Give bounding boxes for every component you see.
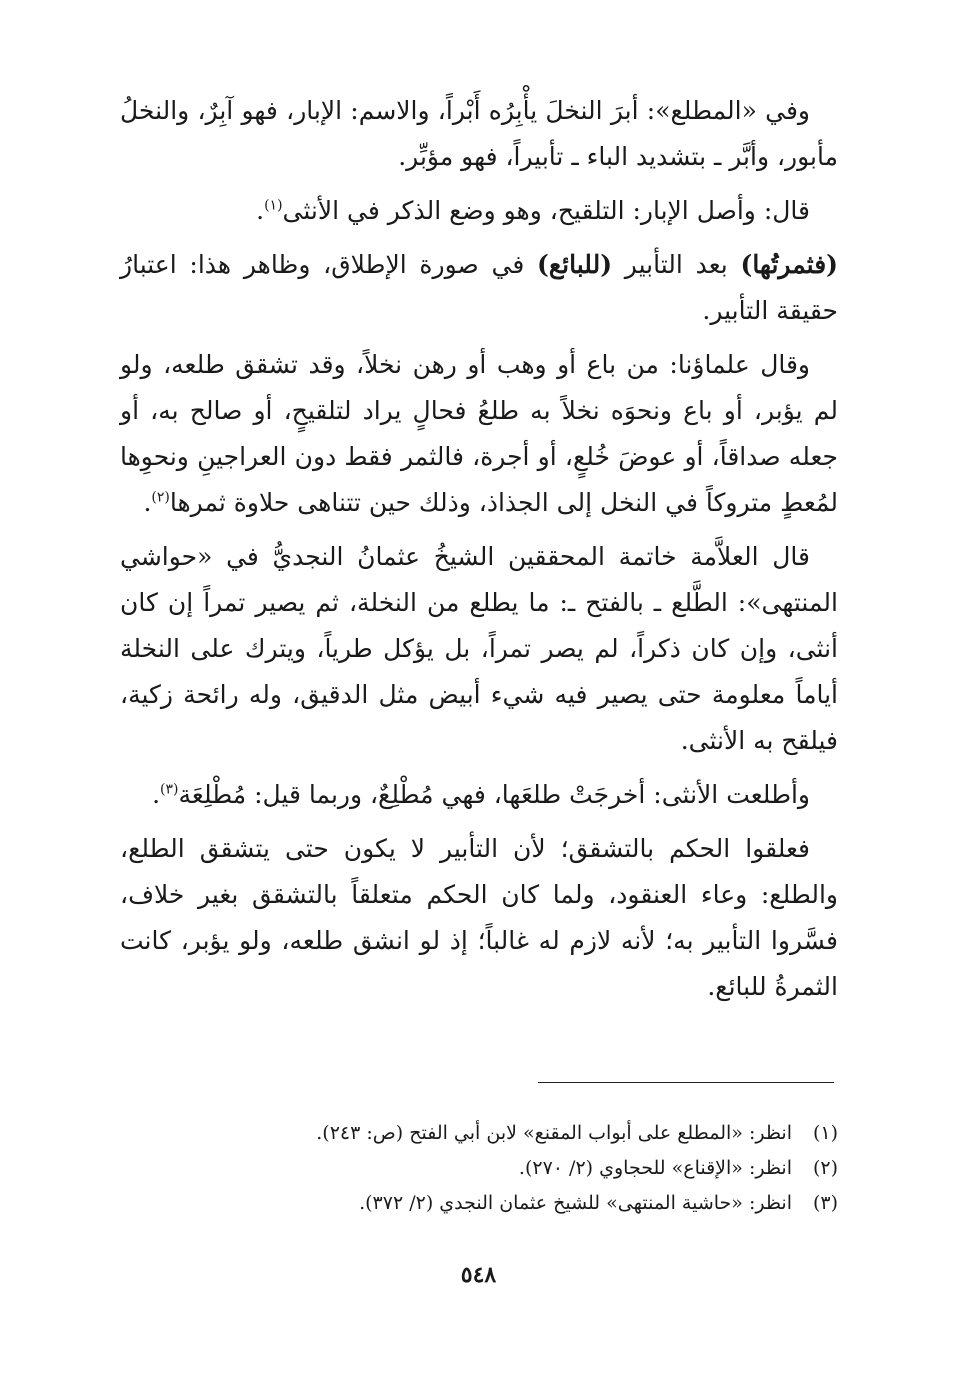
footnote-2 [150, 1151, 838, 1186]
paragraph-2-text: قال: وأصل الإبار: التلقيح، وهو وضع الذكر في الأنثى [282, 196, 810, 225]
footnote-ref-1: (١) [264, 197, 283, 214]
footnote-number: (١) [812, 1122, 838, 1144]
paragraph-2-end: . [256, 196, 265, 225]
paragraph-1-text: وفي «المطلع»: أبرَ النخلَ يأْبِرُه أَبْراً، والاسم: الإبار، فهو آبِرٌ، والنخلُ مأبور، وأبَّر ـ بتشديد الباء ـ تأبيراً، فهو مؤبِّر. [120, 96, 838, 171]
paragraph-4-text: وقال علماؤنا: من باع أو وهب أو رهن نخلاً، وقد تشقق طلعه، ولو لم يؤبر، أو باع ونحوَه نخلاً به طلعُ فحالٍ يراد لتلقيحٍ، أو صالح به، أو جعله صداقاً، أو عوضَ خُلعٍ، أو أجرة، فالثمر فقط دون العراجينِ ونحوِها لمُعطٍ متروكاً في النخل إلى الجذاذ، وذلك حين تتناهى حلاوة ثمرها [120, 350, 838, 517]
matn-term-fruit: (فثمرتُها) [740, 250, 838, 279]
matn-term-seller: (للبائع) [537, 250, 613, 279]
footnote-ref-3: (٣) [160, 781, 179, 798]
paragraph-3-mid: بعد التأبير [612, 250, 741, 279]
footnote-text: انظر: «حاشية المنتهى» للشيخ عثمان النجدي (٢/ ٣٧٢). [359, 1192, 792, 1214]
footnotes [150, 1116, 838, 1221]
paragraph-4-end: . [143, 488, 152, 517]
paragraph-3-rest: في صورة الإطلاق، وظاهر هذا: اعتبارُ حقيقة التأبير. [120, 250, 838, 325]
paragraph-4 [120, 342, 838, 526]
footnote-number: (٢) [812, 1157, 838, 1179]
paragraph-6-end: . [152, 780, 161, 809]
footnote-3 [150, 1186, 838, 1221]
paragraph-6-text: وأطلعت الأنثى: أخرجَتْ طلعَها، فهي مُطْلِعٌ، وربما قيل: مُطْلِعَة [178, 780, 810, 809]
footnote-text: انظر: «الإقناع» للحجاوي (٢/ ٢٧٠). [518, 1157, 792, 1179]
footnote-ref-2: (٢) [151, 489, 170, 506]
main-text [120, 88, 838, 1018]
footnote-1 [150, 1116, 838, 1151]
paragraph-6 [120, 772, 838, 818]
page-number: ٥٤٨ [460, 1262, 497, 1288]
paragraph-3 [120, 242, 838, 334]
paragraph-5 [120, 534, 838, 764]
paragraph-7 [120, 826, 838, 1010]
paragraph-1 [120, 88, 838, 180]
footnote-text: انظر: «المطلع على أبواب المقنع» لابن أبي الفتح (ص: ٢٤٣). [316, 1122, 792, 1144]
footnote-number: (٣) [812, 1192, 838, 1214]
paragraph-7-text: فعلقوا الحكم بالتشقق؛ لأن التأبير لا يكون حتى يتشقق الطلع، والطلع: وعاء العنقود، ولما كان الحكم متعلقاً بالتشقق بغير خلاف، فسَّروا التأبير به؛ لأنه لازم له غالباً؛ إذ لو انشق طلعه، ولو يؤبر، كانت الثمرةُ للبائع. [120, 834, 838, 1001]
footnote-separator [538, 1082, 834, 1083]
paragraph-5-text: قال العلاَّمة خاتمة المحققين الشيخُ عثمانُ النجديُّ في «حواشي المنتهى»: الطَّلع ـ بالفتح ـ: ما يطلع من النخلة، ثم يصير تمراً إن كان أنثى، وإن كان ذكراً، لم يصر تمراً، بل يؤكل طرياً، ويترك على النخلة أياماً معلومة حتى يصير فيه شيء أبيض مثل الدقيق، وله رائحة زكية، فيلقح به الأنثى. [120, 542, 838, 755]
paragraph-2 [120, 188, 838, 234]
